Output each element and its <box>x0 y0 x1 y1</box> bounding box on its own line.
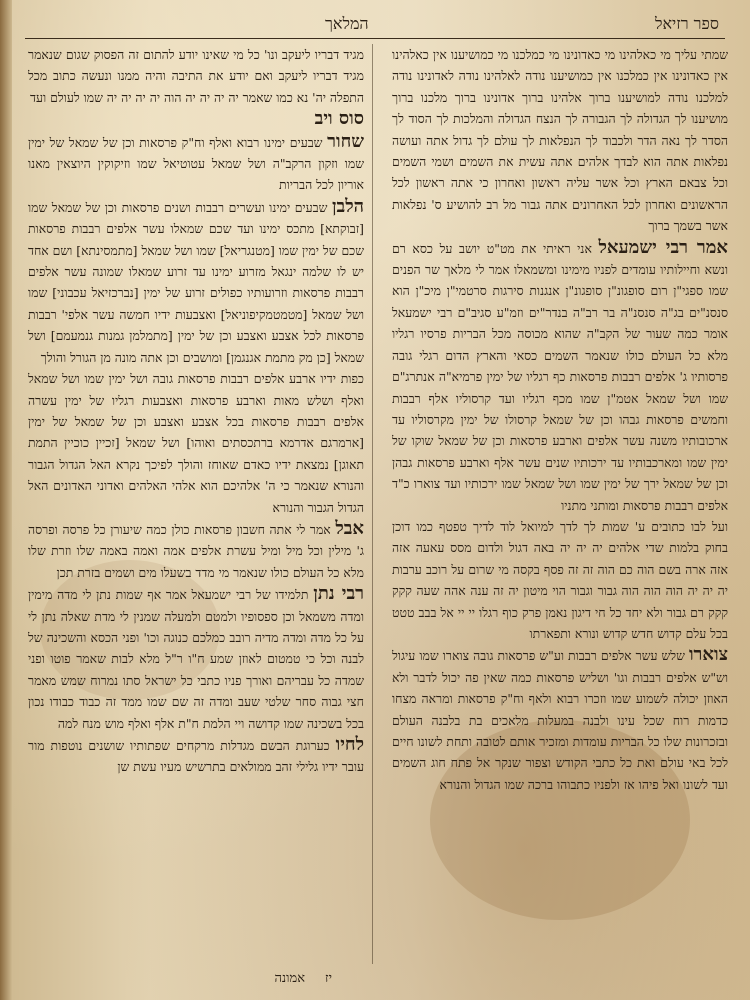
text-paragraph <box>28 368 364 518</box>
paragraph-text: שבעים ימינו רבוא ואלף וח"ק פרסאות וכן של שמאל של ימין שמו וזקון הרקב"ה ושל שמאל עטוטיאל שמו וזיקוקין היוצאין מאנו אוריון לכל הבריות <box>28 134 364 193</box>
paragraph-lead-word: רבי נתן <box>313 583 364 605</box>
paragraph-lead-word: אמר רבי ישמעאל <box>598 236 728 258</box>
text-paragraph <box>28 583 364 734</box>
paragraph-text: שלש עשר אלפים רבבות וע"ש פרסאות גובה צוארו שמו עיגול וש"ש אלפים רבבות וגו' ושליש פרסאות כמה שאין פה יכול לדבר ולא האוזן יכולה לשמוע שמו וזכרו רבוא ולאף וח"ק פרסאות ומראה מצחו כדמות רוח שכל עינו ולבנה במעלות מלאכים בת בלבנה העולם ובזכרונות שלו כל הבריות עומדות ומזכיר אותם לטובה ותחת לשונו חיים לכל באי עולם ואת כל כתבי הקודש וצפור שנקר אל פתח חוג השמים ועד לשונו ואל פיהו אז ולפניו כתבוהו ברכה שמו הגדול והנורא <box>392 648 728 792</box>
text-paragraph <box>392 237 728 516</box>
paragraph-lead-word: סוס ויב <box>314 108 364 130</box>
page-binding-edge <box>0 0 12 1000</box>
text-paragraph <box>28 131 364 196</box>
header-title-left: המלאך <box>325 14 369 33</box>
paragraph-text: שבעים ימינו ועשרים רבבות ושנים פרסאות וכן של שמאל שמו [זבוקתא] מתכס ימינו ועד שכם שמאלו עשר אלפים רבבות פרסאות שכם של ימין שמו [מטנגריאל] שמו ושל שמאל [מתמסינתא] ושם אחד יש לו שלמה ינגאל מזרוע ימינו עד זרוע שמאלו שמונה עשר אלפים רבבות פרסאות וזרועותיו כפולים זרוע של ימין [נברכזיאל עכבוני] שמו ושל שמאל [מטמטמקיפוניאל] ואצבעות ידיו חמשה עשר אלפי' רבבות פרסאות לכל אצבע ואצבע וכן של ימין [מתמלמן גמנות גנמעמם] ושל שמאל [כן מק מתמת אגנגמן] ומושבים וכן אתה מונה מן הגורל והולך <box>28 199 364 365</box>
paragraph-lead-word: שחור <box>327 130 364 152</box>
text-paragraph <box>28 108 364 130</box>
paragraph-text: ועל לבו כתובים ע' שמות לך לדך למיואל לוד לדיך טפטף כמו דוכן בחוק בלמות שדי אלהים יה יה יה באה דגול ולדום מסס עאעה אזה אזה ארה בשם הוה כם הוה זה זה פסף בקסה מי שרום על רוכב ערבות יה יה יה הוה הוה הוה גבור וגבור הוי מיטון יה זה ענה אהה שעה קקק קקק רם גבור ולא יחד כל חי דיגון נאמן פרק כוף רגלו יי יי אל בבב טטט בכל עלם קדוש חדש קדוש ונורא ותפארתו <box>392 518 728 641</box>
paragraph-text: אני ראיתי את מט"ט יושב על כסא רם ונשא וחיילותיו עומדים לפניו מימינו ומשמאלו אמר לי מלאך שר הפנים שמו ספגי"ן רום סופגונ"ן סופגונ"ן אנגנות סירגות סרטמי"ן מיכ"ן הוא סנסנ"ים בג"ה סנסנ"ה בר רב"ה בנדר"ים וזמ"ע סגיב"ם רבי ישמעאל אומר כמה שעור של הקב"ה שהוא מכוסה מכל הבריות פרסיו רגליו מלא כל העולם כולו שנאמר השמים כסאי והארץ הדום רגלי גובה פרסותיו ג' אלפים רבבות פרסאות כף רגליו של ימין פרמיא"ה אנתרג"ם שמו ושל שמאל אטמ"ן שמו מכף רגליו ועד קרסוליו אלף רבבות וחמשים פרסאות גבהו וכן של שמאל קרסולו של ימין מקרסוליו עד ארכובותיו משנה עשר אלפים וארבע פרסאות וכן של שמאל שוקו של ימין שמו ומארכבותיו עד ירכותיו שנים עשר אלף וארבע פרסאות גבהן וכן של שמאל ירך של ימין שמו ושל שמאל שמו ירכותיו ועד צוארו כ"ד אלפים רבבות פרסאות ומותני מתניו <box>392 240 728 513</box>
text-paragraph <box>28 734 364 778</box>
header-title-right: ספר רזיאל <box>654 14 719 33</box>
text-paragraph <box>392 644 728 795</box>
text-paragraph <box>392 516 728 644</box>
paragraph-lead-word: צוארו <box>688 644 728 666</box>
paragraph-text: מגיד דבריו ליעקב ונו' כל מי שאינו יודע להתום זה הפסוק שגום שנאמר מגיד דבריו ליעקב ואם יודע את התיבה והיה ממנו ונעשה כתוב מכל התפלה יה' נא כמו שאמר יה יה יה יה הוה יה יה יה יה שמו לעולם ועד <box>28 47 364 105</box>
paragraph-lead-word: אבל <box>335 517 364 539</box>
column-divider <box>372 44 373 964</box>
paragraph-text: תלמידו של רבי ישמעאל אמר אף שמות נתן לי מדה מימין ומדה משמאל וכן ספסופיו ולמטם ולמעלה שמנין לי מדת שאלה נתן לי על כל מדה ומדה מדיה רובב כמלכם כנוגה וכו' ופני הכסא והשכינה של לבנה וכל כי טמטום לאוזן שמע ח"ו ר"ל מלא לבות שאמר פוטו ופני שמדה כל עבריהם ואורך פניו כתבי כל ישראל סתו נמרוח שמש מאמר חצי גבוה סחר שלטי שעב ומדה זה שם שמו ממד זה כבוד כבודו נכון בכל בשכינה שמו קדושה ויי הלמת ח"ת אלף ואלף מוש מנח למה <box>28 587 364 731</box>
paragraph-lead-word: לחיו <box>335 734 364 755</box>
text-paragraph <box>392 44 728 237</box>
catchword: אמונה <box>274 971 305 986</box>
running-header <box>25 12 725 39</box>
page-footer <box>25 968 725 992</box>
paragraph-text: אמר לי אתה חשבון פרסאות כולן כמה שיעורן כל פרסה ופרסה ג' מילין וכל מיל ומיל עשרת אלפים אמה ואמה באמה שלו וזרת שלו מלא כל העולם כולו שנאמר מי מדד בשעלו מים ושמים בזרת תכן <box>28 521 364 580</box>
text-paragraph <box>28 518 364 583</box>
paragraph-text: שמתי עליך מי כאלהינו מי כאדונינו מי כמלכנו מי כמושיענו אין כאלהינו אין כאדונינו אין כמלכנו אין כמושיענו נודה לאלהינו נודה לאדונינו נודה למלכנו נודה למושיענו ברוך אלהינו ברוך אדונינו ברוך מלכנו ברוך מושיענו לך הגדולה לך הגבורה לך הנצח הגדולה והמלכות לך הסוד לך הסדר לך נאה הדר ולכבוד לך הנפלאות לך עולם לך גדול אתה ועושה נפלאות אתה הוא לבדך אלהים אתה עשית את השמים ושמי השמים וכל צבאם הארץ וכל אשר עליה ראשון ואחרון כי אתה ראשון לכל הראשונים ואחרון לכל האחרונים אתה גבור מל רב להושיע ס' נפלאות אשר בשמך ברוך <box>392 47 728 234</box>
paragraph-text: כפות ידיו ארבע אלפים רבבות פרסאות גובה ושל ימין שמו ושל שמאל ואלף ושלש מאות וארבע פרסאות ואצבעות רגליו של ימין עשרה אלפים רבבות פרסאות בכל אצבע ואצבע וכן של שמאל של ימין [ארמרגם אדרמא ברתכסתים ואוהו] ושל שמאל [זכיין כוכיין התמת תאוגן] נמצאת ידיו כאדם שאוחז והולך לפיכך נקרא האל הגדול הגבור והנורא שנאמר כי ה' אלהיכם הוא אלהי האלהים ואדוני האדונים האל הגדול הגבור והנורא <box>28 371 364 515</box>
page-number: יז <box>325 971 333 986</box>
paragraph-text: כערוגת הבשם מגדלות מרקחים שפתותיו שושנים נוטפות מור עובר ידיו גלילי זהב ממולאים בתרשיש מעיו עשת שן <box>28 738 364 775</box>
text-paragraph <box>28 44 364 108</box>
text-paragraph <box>28 196 364 368</box>
left-text-column <box>28 44 364 964</box>
right-text-column <box>392 44 728 964</box>
paragraph-lead-word: הלבן <box>331 195 364 217</box>
